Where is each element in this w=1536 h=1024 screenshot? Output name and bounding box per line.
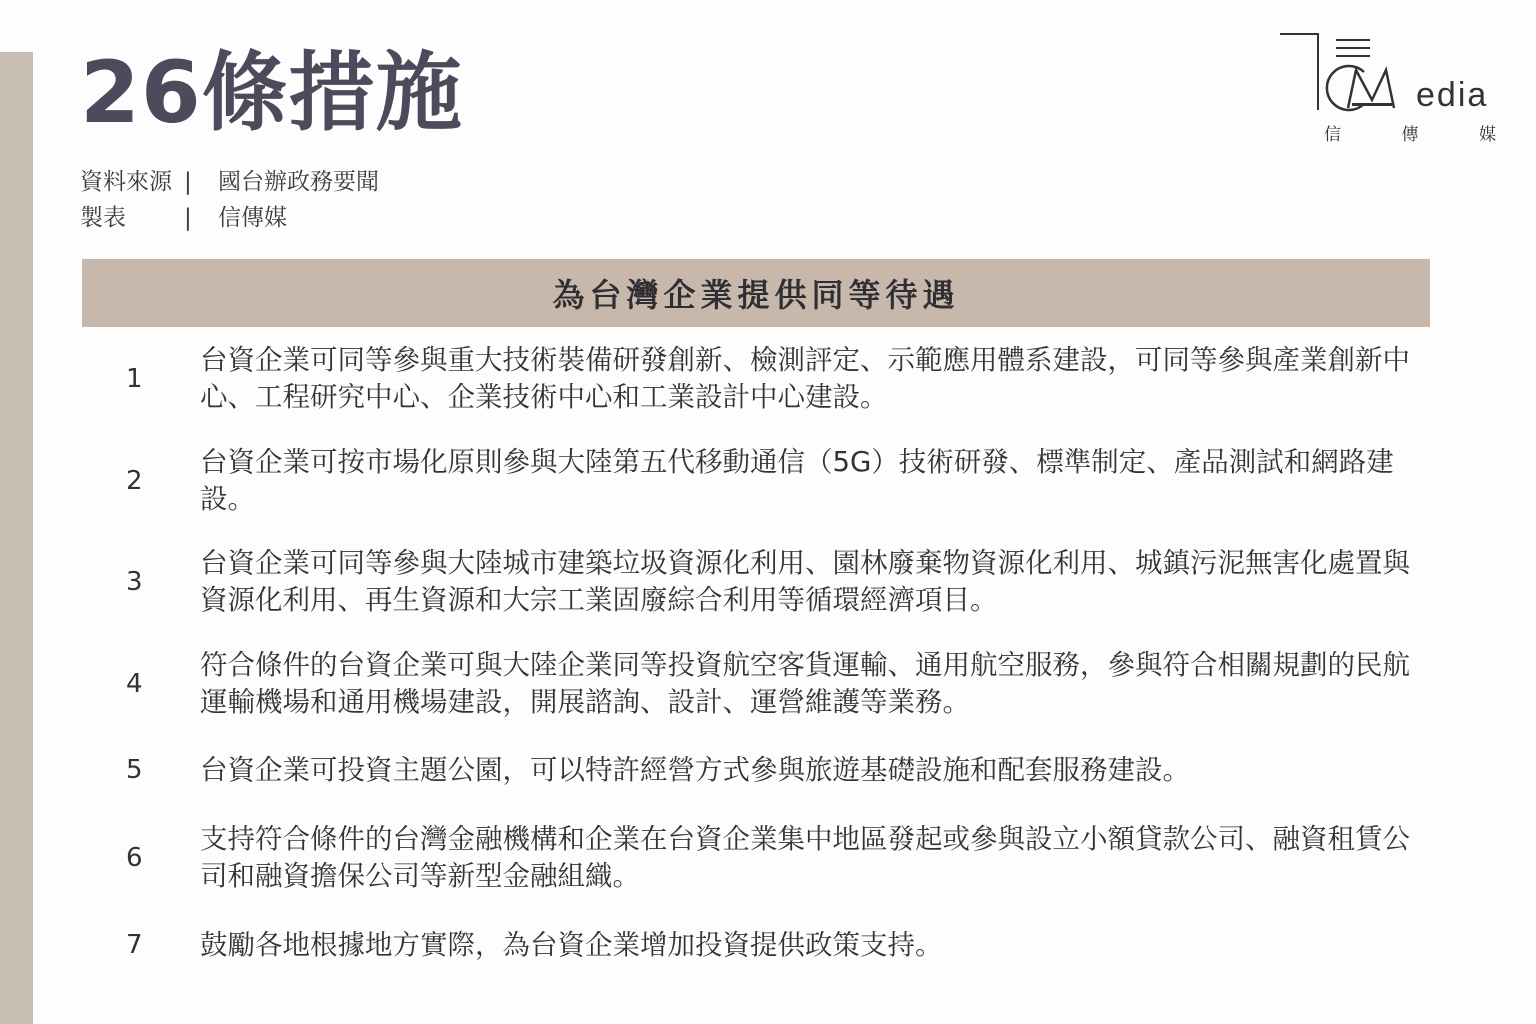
section-header [82,259,1430,327]
item-text: 台資企業可投資主題公園，可以特許經營方式參與旅遊基礎設施和配套服務建設。 [200,753,1190,786]
item-number: 2 [126,466,143,496]
logo-char: 信 [1324,125,1341,145]
list-item [100,442,1430,520]
item-number: 1 [126,364,143,394]
item-number: 3 [126,567,143,597]
item-text: 符合條件的台資企業可與大陸企業同等投資航空客貨運輸、通用航空服務，參與符合相關規劃的民航運輸機場和通用機場建設，開展諮詢、設計、運營維護等業務。 [200,649,1410,718]
left-accent-bar [0,52,33,1024]
item-number: 4 [126,669,143,699]
logo-subtitle [1324,120,1496,145]
item-number: 6 [126,843,143,873]
list-item [100,340,1430,418]
item-text: 鼓勵各地根據地方實際，為台資企業增加投資提供政策支持。 [200,928,943,961]
item-text: 台資企業可同等參與大陸城市建築垃圾資源化利用、園林廢棄物資源化利用、城鎮污泥無害化處置與資源化利用、再生資源和大宗工業固廢綜合利用等循環經濟項目。 [200,547,1410,616]
source-value: 國台辦政務要聞 [218,169,379,195]
item-number: 7 [126,930,143,960]
item-number: 5 [126,755,143,785]
logo-char: 傳 [1401,125,1419,145]
item-text: 台資企業可按市場化原則參與大陸第五代移動通信（5G）技術研發、標準制定、產品測試和網路建設。 [200,446,1394,515]
item-text: 台資企業可同等參與重大技術裝備研發創新、檢測評定、示範應用體系建設，可同等參與產業創新中心、工程研究中心、企業技術中心和工業設計中心建設。 [200,344,1410,413]
list-item [100,543,1430,621]
logo-char: 媒 [1479,125,1496,145]
source-label: 資料來源 [80,169,172,195]
source-separator: | [184,169,192,195]
page-title: 26條措施 [80,43,463,143]
svg-text:edia: edia [1416,76,1489,114]
maker-label: 製表 [80,205,126,231]
maker-separator: | [184,205,192,231]
list-item [100,750,1430,790]
section-title: 為台灣企業提供同等待遇 [552,276,960,314]
list-item [100,645,1430,723]
item-text: 支持符合條件的台灣金融機構和企業在台資企業集中地區發起或參與設立小額貸款公司、融資租賃公司和融資擔保公司等新型金融組織。 [200,823,1410,892]
maker-row [80,200,379,236]
list-item [100,819,1430,897]
source-info [80,164,379,236]
maker-value: 信傳媒 [218,205,287,231]
list-item [100,925,1430,965]
source-row [80,164,379,200]
